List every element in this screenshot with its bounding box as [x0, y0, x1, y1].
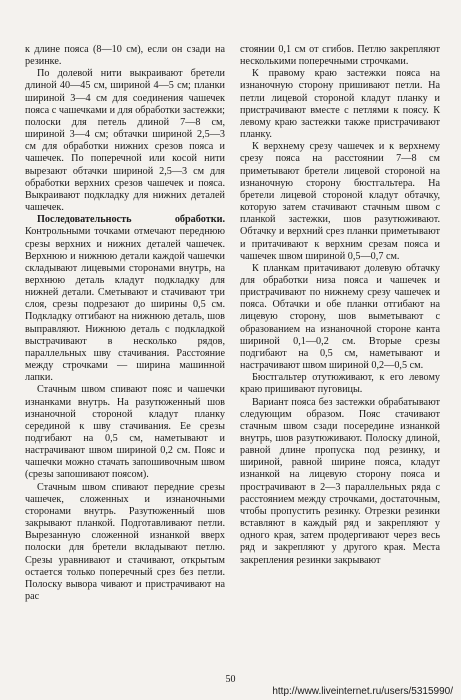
paragraph: К правому краю застежки пояса на изнаночную сторону пришивают петли. На петли лицевой стороной кладут планку и пристрачивают вместе с петлями к поясу. К левому краю застежки также пристрачивают планку.	[240, 68, 440, 141]
paragraph: Вариант пояса без застежки обрабатывают следующим образом. Пояс стачивают стачным швом сзади посередине изнанкой внутрь, шов разутюживают. Полоску длиной, равной длине пропуска под резинку, и шириной, равной ширине пояса, кладут изнанкой на лицевую сторону пояса и прострачивают в 2—3 параллельных ряда с расстоянием между строчками, достаточным, чтобы пропустить резинку. Отрезки резинки вставляют в каждый ряд и закрепляют у одного края, затем продергивают через весь ряд и закрепляют у другого края. Места закрепления резинки закрывают	[240, 396, 440, 566]
paragraph: По долевой нити выкраивают бретели длиной 40—45 см, шириной 4—5 см; планки шириной 3—4 см для соединения чашечек пояса с чашечками и для обработки застежки; полоски для петель длиной 7—8 см, шириной 3—4 см; обтачки шириной 2,5—3 см для обработки нижних срезов пояса и чашечек. По поперечной или косой нити вырезают обтачки шириной 2,5—3 см для обработки верхних срезов чашечек и пояса. Выкраивают подкладку для нижних деталей чашечек.	[25, 68, 225, 214]
section-heading: Последовательность обработки.	[37, 214, 225, 226]
paragraph: К планкам притачивают долевую обтачку для обработки низа пояса и чашечек и пристрачивают по нижнему срезу чашечек и пояса. Обтачки и обе планки отгибают на лицевую сторону, шов выметывают с образованием на изнаночной стороне канта шириной 0,1—0,2 см. Вторые срезы подгибают на 0,5 см, наметывают и настрачивают швом шириной 0,2—0,5 см.	[240, 262, 440, 372]
paragraph-text: Контрольными точками отмечают переднюю срезы верхних и нижних деталей чашечек. Верхнюю и нижнюю детали каждой чашечки складывают лицевыми сторонами внутрь, на верхнюю деталь кладут подкладку для нижней детали. Сметывают и стачивают три слоя, срезы подрезают до ширины 0,5 см. Подкладку отгибают на нижнюю деталь, шов выправляют. Нижнюю деталь с подкладкой выстрачивают в несколько рядов, параллельных шву стачивания. Расстояние между строчками — ширина машинной лапки.	[25, 226, 225, 384]
paragraph: Стачным швом спивают пояс и чашечки изнанками внутрь. На разутюженный шов изнаночной стороной кладут планку серединой к шву стачивания. Ее срезы подгибают на 0,5 см, наметывают и настрачивают швом шириной 0,2 см. Пояс и чашечки можно стачать запошивочным швом (срезы запошивают поясом).	[25, 384, 225, 481]
paragraph: Стачным швом спивают передние срезы чашечек, сложенных и изнаночными сторонами внутрь. Разутюженный шов закрывают планкой. Подготавливают петли. Вырезанную сложенной изнанкой вверх полоски для бретели вкладывают петлю. Срезы уравнивают и стачивают, открытым остается только поперечный срез без петли. Полоску вывора чивают и пристрачивают на рас	[25, 481, 225, 603]
left-column	[25, 44, 225, 603]
paragraph	[25, 214, 225, 384]
paragraph: к длине пояса (8—10 см), если он сзади на резинке.	[25, 44, 225, 68]
source-url-watermark: http://www.liveinternet.ru/users/5315990/	[272, 686, 453, 697]
page-number: 50	[225, 674, 236, 685]
paragraph: Бюстгальтер отутюживают, к его левому краю пришивают пуговицы.	[240, 372, 440, 396]
paragraph: К верхнему срезу чашечек и к верхнему срезу пояса на расстоянии 7—8 см приметывают бретели лицевой стороной на изнаночную сторону бюстгальтера. На бретели лицевой стороной кладут обтачку, которую затем стачивают стачным швом с планкой застежки, шов разутюживают. Обтачку и верхний срез планки приметывают и притачивают к верхним срезам пояса и чашечек швом шириной 0,5—0,7 см.	[240, 141, 440, 262]
paragraph: стоянии 0,1 см от сгибов. Петлю закрепляют несколькими поперечными строчками.	[240, 44, 440, 68]
right-column	[240, 44, 440, 567]
